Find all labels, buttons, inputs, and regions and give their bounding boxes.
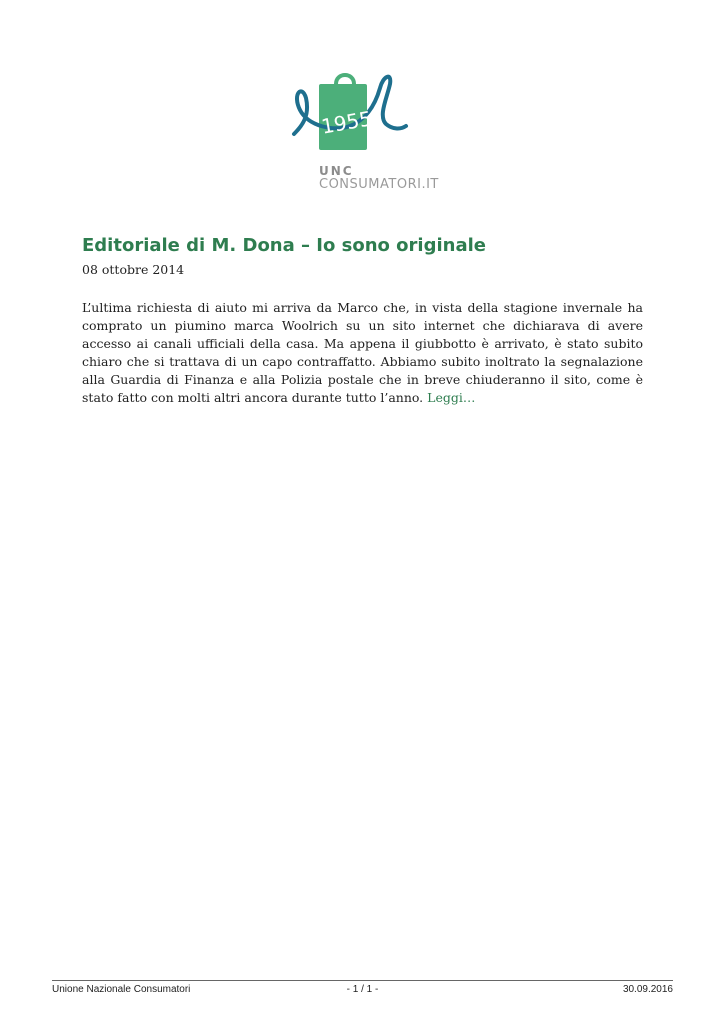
article-date: 08 ottobre 2014 (82, 262, 185, 277)
page-footer (52, 980, 673, 1001)
site-logo[interactable] (288, 70, 448, 195)
logo-brand-short: UNC (319, 164, 354, 178)
footer-page-number: - 1 / 1 - (346, 984, 379, 995)
read-more-link[interactable]: Leggi… (427, 390, 476, 405)
shopping-bag-logo-icon (288, 70, 412, 155)
logo-year: 1955 (319, 106, 374, 139)
footer-organization: Unione Nazionale Consumatori (52, 984, 191, 995)
footer-date: 30.09.2016 (622, 984, 673, 995)
article (82, 233, 643, 407)
article-body (82, 299, 643, 407)
article-title: Editoriale di M. Dona – Io sono originale (82, 235, 486, 256)
article-body-text: L’ultima richiesta di aiuto mi arriva da Marco che, in vista della stagione invernale ha comprato un piumino marca Woolrich su un sito internet che dichiarava di avere accesso ai canali ufficiali della casa. Ma appena il giubbotto è arrivato, è stato subito chiaro che si trattava di un capo contraffatto. Abbiamo subito inoltrato la segnalazione alla Guardia di Finanza e alla Polizia postale che in breve chiuderanno il sito, come è stato fatto con molti altri ancora durante tutto l’anno. (82, 300, 643, 405)
logo-brand-site: CONSUMATORI.IT (319, 177, 439, 192)
